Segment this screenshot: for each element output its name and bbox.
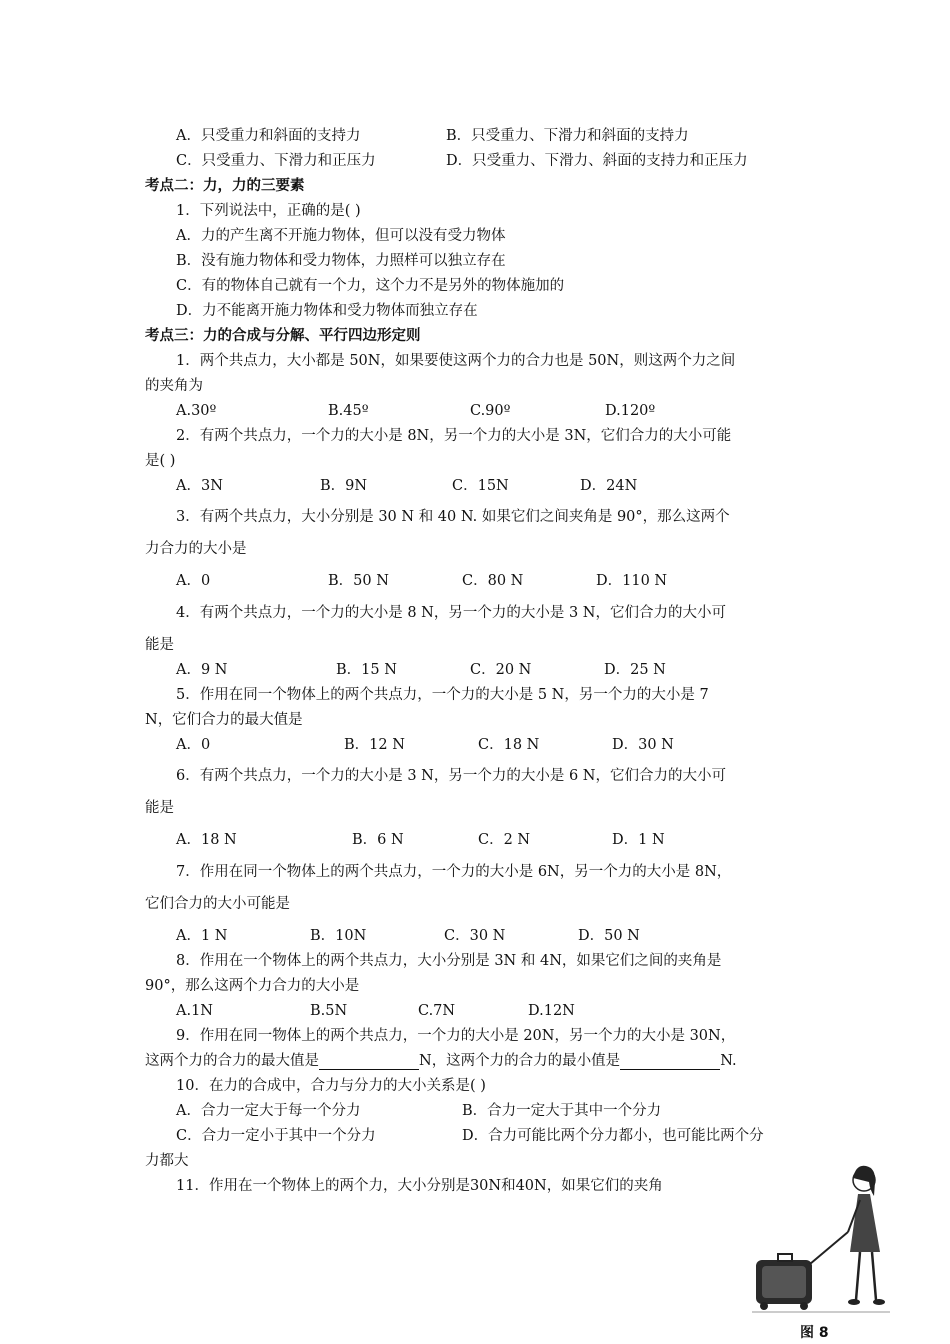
figure-caption: 图 8 [800, 1325, 829, 1341]
option-c: C．18 N [478, 737, 540, 753]
q9-text-3: N. [720, 1053, 737, 1069]
option-a: A．合力一定大于每一个分力 [176, 1103, 361, 1119]
option-d: D．只受重力、下滑力、斜面的支持力和正压力 [446, 153, 748, 169]
question-text-cont: 的夹角为 [145, 378, 203, 394]
option-a: A．3N [176, 478, 223, 494]
question-text: 7．作用在同一个物体上的两个共点力，一个力的大小是 6N，另一个力的大小是 8N， [176, 864, 732, 880]
section-heading-2: 考点二：力，力的三要素 [145, 178, 305, 194]
option-c: C．30 N [444, 928, 506, 944]
question-text: 2．有两个共点力，一个力的大小是 8N，另一个力的大小是 3N，它们合力的大小可能 [176, 428, 732, 444]
question-text: 10．在力的合成中，合力与分力的大小关系是( ) [176, 1078, 486, 1094]
option-c: C．15N [452, 478, 509, 494]
question-text: 1．下列说法中，正确的是( ) [176, 203, 361, 219]
option-a: A.30º [176, 403, 217, 419]
question-text: 4．有两个共点力，一个力的大小是 8 N，另一个力的大小是 3 N，它们合力的大小可 [176, 605, 726, 621]
option-c: C．2 N [478, 832, 531, 848]
girl-dress [850, 1194, 880, 1252]
option-c: C.90º [470, 403, 511, 419]
section-heading-3: 考点三：力的合成与分解、平行四边形定则 [145, 328, 421, 344]
question-text-cont: 能是 [145, 637, 174, 653]
option-b: B．9N [320, 478, 368, 494]
question-text-cont: 它们合力的大小可能是 [145, 896, 290, 912]
question-text-cont: 能是 [145, 800, 174, 816]
option-d: D．合力可能比两个分力都小，也可能比两个分 [462, 1128, 764, 1144]
answer-blank-min[interactable] [620, 1055, 720, 1070]
option-a: A.1N [176, 1003, 213, 1019]
option-b: B．6 N [352, 832, 404, 848]
question-text-cont: 90°，那么这两个力合力的大小是 [145, 978, 360, 994]
question-text-cont: N，它们合力的最大值是 [145, 712, 303, 728]
option-c: C．80 N [462, 573, 524, 589]
question-text: 5．作用在同一个物体上的两个共点力，一个力的大小是 5 N，另一个力的大小是 7 [176, 687, 709, 703]
option-b: B．12 N [344, 737, 405, 753]
option-b: B．50 N [328, 573, 389, 589]
option-b: B．15 N [336, 662, 397, 678]
option-d: D.120º [605, 403, 656, 419]
option-b: B.5N [310, 1003, 348, 1019]
option-a: A．9 N [176, 662, 228, 678]
option-d: D.12N [528, 1003, 575, 1019]
question-text: 1．两个共点力，大小都是 50N，如果要使这两个力的合力也是 50N，则这两个力之间 [176, 353, 736, 369]
option-a: A．0 [176, 573, 211, 589]
option-d: D．110 N [596, 573, 668, 589]
option-d-cont: 力都大 [145, 1153, 189, 1169]
question-text: 8．作用在一个物体上的两个共点力，大小分别是 3N 和 4N，如果它们之间的夹角是 [176, 953, 722, 969]
option-c: C．合力一定小于其中一个分力 [176, 1128, 376, 1144]
option-b: B．合力一定大于其中一个分力 [462, 1103, 662, 1119]
option-d: D．25 N [604, 662, 666, 678]
question-text-cont [145, 1052, 737, 1070]
option-a: A．0 [176, 737, 211, 753]
option-d: D．1 N [612, 832, 665, 848]
option-b: B．只受重力、下滑力和斜面的支持力 [446, 128, 689, 144]
option-a: A．力的产生离不开施力物体，但可以没有受力物体 [176, 228, 506, 244]
option-d: D．力不能离开施力物体和受力物体而独立存在 [176, 303, 478, 319]
option-b: B．10N [310, 928, 367, 944]
option-d: D．30 N [612, 737, 674, 753]
question-text-cont: 是( ) [145, 453, 176, 469]
question-text: 6．有两个共点力，一个力的大小是 3 N，另一个力的大小是 6 N，它们合力的大小可 [176, 768, 726, 784]
option-c: C．有的物体自己就有一个力，这个力不是另外的物体施加的 [176, 278, 565, 294]
option-a: A．18 N [176, 832, 237, 848]
option-b: B．没有施力物体和受力物体，力照样可以独立存在 [176, 253, 506, 269]
question-text-cont: 力合力的大小是 [145, 541, 247, 557]
question-text: 3．有两个共点力，大小分别是 30 N 和 40 N. 如果它们之间夹角是 90°，那么这两个 [176, 509, 730, 525]
girl-pulling-suitcase-illustration [752, 1160, 892, 1318]
q9-text-2: N，这两个力的合力的最小值是 [419, 1053, 621, 1069]
question-text: 11．作用在一个物体上的两个力，大小分别是30N和40N，如果它们的夹角 [176, 1178, 663, 1194]
option-c: C．20 N [470, 662, 532, 678]
option-c: C.7N [418, 1003, 456, 1019]
option-a: A．只受重力和斜面的支持力 [176, 128, 361, 144]
option-d: D．24N [580, 478, 638, 494]
option-a: A．1 N [176, 928, 228, 944]
option-b: B.45º [328, 403, 369, 419]
option-d: D．50 N [578, 928, 640, 944]
answer-blank-max[interactable] [319, 1055, 419, 1070]
q9-text-1: 这两个力的合力的最大值是 [145, 1053, 319, 1069]
question-text: 9．作用在同一物体上的两个共点力，一个力的大小是 20N，另一个力的大小是 30N， [176, 1028, 736, 1044]
option-c: C．只受重力、下滑力和正压力 [176, 153, 376, 169]
